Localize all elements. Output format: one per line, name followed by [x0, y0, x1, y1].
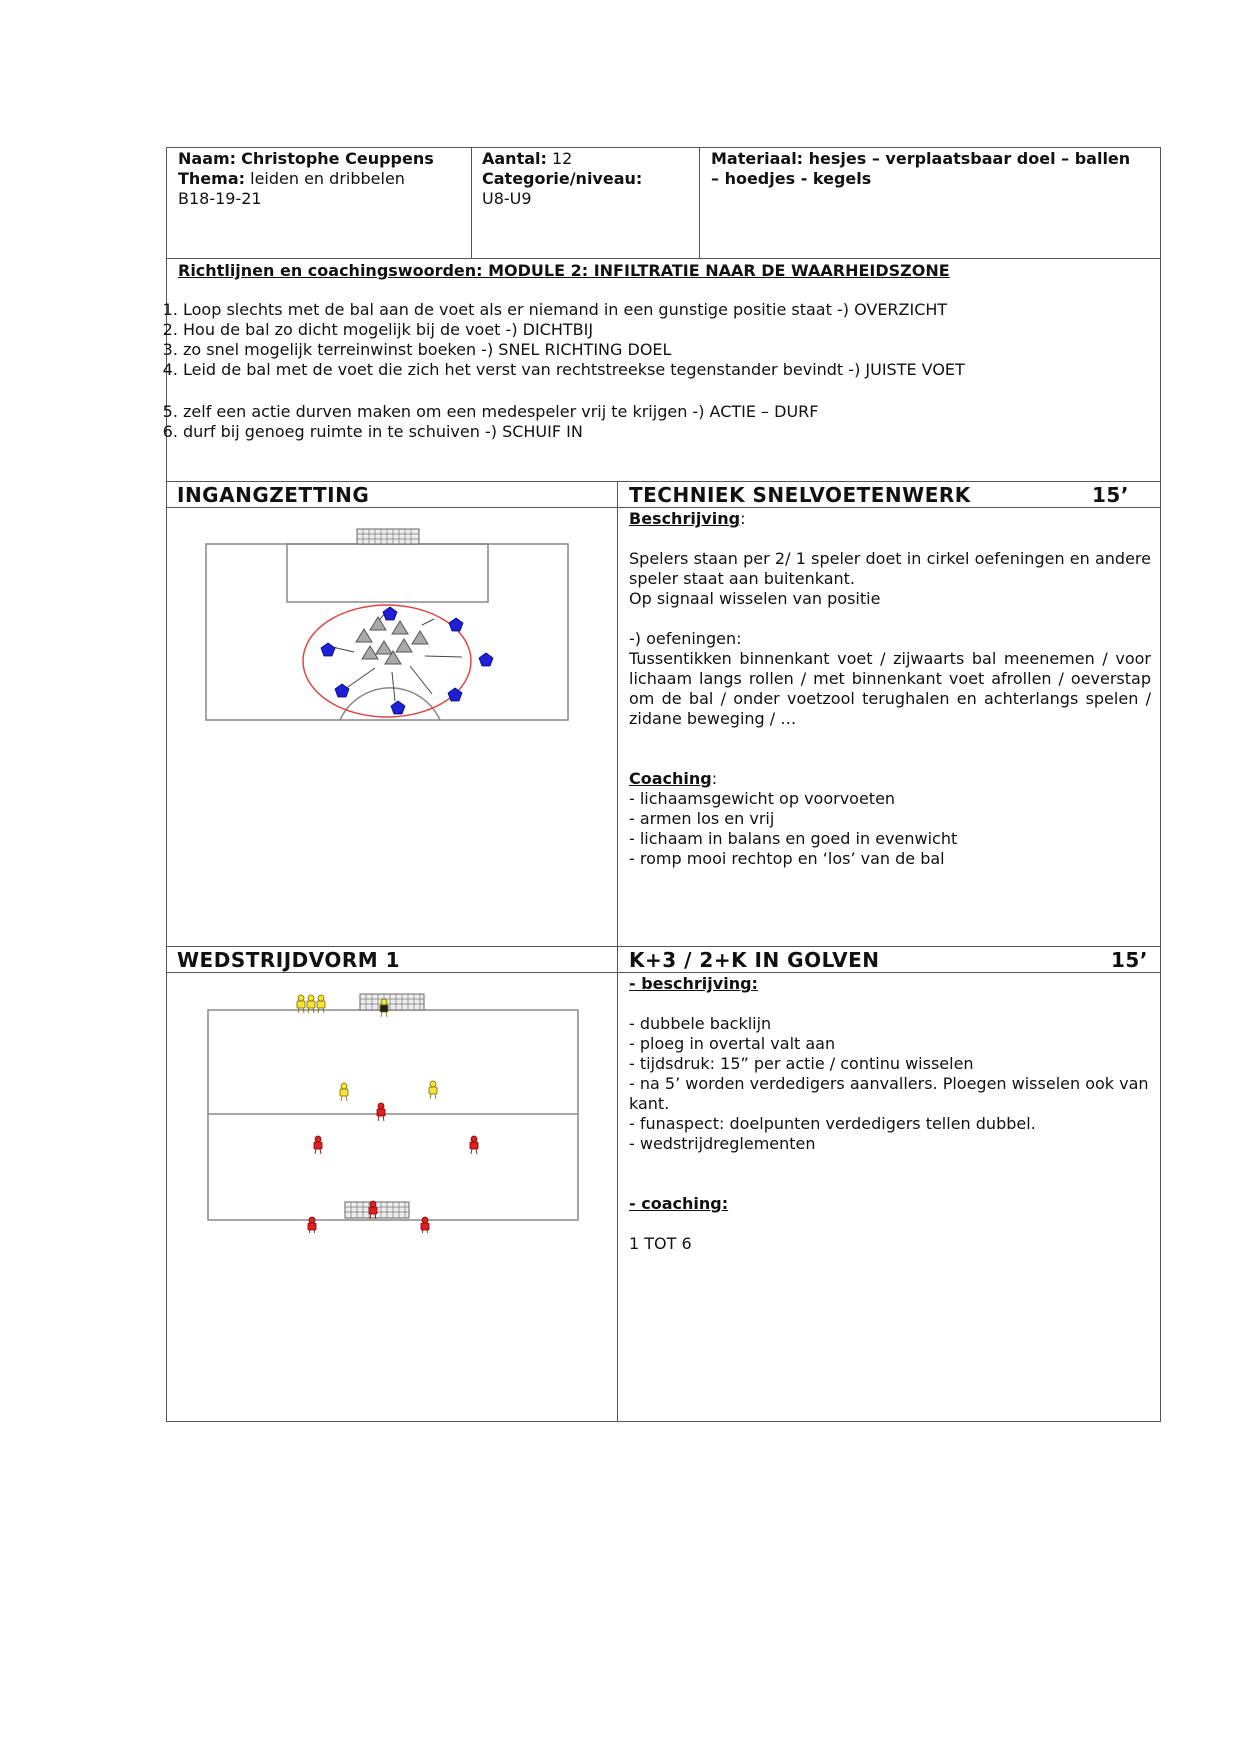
- blue-cones: [321, 607, 493, 714]
- aantal-label: Aantal:: [482, 149, 547, 168]
- materiaal-line1: Materiaal: hesjes – verplaatsbaar doel – ballen: [711, 149, 1131, 168]
- beschrijving-label: Beschrijving: [629, 509, 741, 528]
- coaching-2: - armen los en vrij: [629, 809, 775, 828]
- section2-right-title: K+3 / 2+K IN GOLVEN: [629, 948, 880, 972]
- item-3: - tijdsdruk: 15” per actie / continu wisselen: [629, 1054, 974, 1073]
- oefeningen-text: Tussentikken binnenkant voet / zijwaarts bal meenemen / voor lichaam langs rollen / met binnenkant voet afrollen / oeverstap om de bal / onder voetzool terughalen en achterlangs spelen / zidane beweging / …: [629, 649, 1151, 728]
- code-line: B18-19-21: [178, 189, 262, 208]
- naam-line: [178, 149, 434, 169]
- item-4: - na 5’ worden verdedigers aanvallers. Ploegen wisselen ook van kant.: [629, 1074, 1149, 1113]
- coaching-label: Coaching: [629, 769, 712, 788]
- rule-b-1: 5. zelf een actie durven maken om een medespeler vrij te krijgen -) ACTIE – DURF: [183, 402, 818, 422]
- section2-left-title: WEDSTRIJDVORM 1: [177, 948, 401, 972]
- thema-label: Thema:: [178, 169, 246, 188]
- description-2: Op signaal wisselen van positie: [629, 589, 881, 608]
- rule-2: 2. Hou de bal zo dicht mogelijk bij de voet -) DICHTBIJ: [183, 320, 965, 340]
- coaching-1: - lichaamsgewicht op voorvoeten: [629, 789, 896, 808]
- section1-description: Beschrijving: Spelers staan per 2/ 1 speler doet in cirkel oefeningen en andere speler staat aan buitenkant. Op signaal wisselen van positie -) oefeningen: Tussentikken binnenkant voet / zijwaarts bal meenemen / voor lichaam langs rollen / met binnenkant voet afrollen / oeverstap om de bal / onder voetzool terughalen en achterlangs spelen / zidane beweging / … Coaching: - lichaamsgewicht op voorvoeten - armen los en vrij - lichaam in balans en goed in evenwicht - romp mooi rechtop en ‘los’ van de bal: [629, 509, 1151, 868]
- top-goal: [360, 994, 424, 1010]
- ingangzetting-diagram: [200, 525, 580, 730]
- categorie-value: U8-U9: [482, 189, 532, 208]
- item-5: - funaspect: doelpunten verdedigers tellen dubbel.: [629, 1114, 1036, 1133]
- item-1: - dubbele backlijn: [629, 1014, 772, 1033]
- coaching2-value: 1 TOT 6: [629, 1234, 692, 1253]
- yellow-players: [297, 995, 437, 1101]
- rule-4: 4. Leid de bal met de voet die zich het verst van rechtstreekse tegenstander bevindt -) JUISTE VOET: [183, 360, 965, 380]
- rule-1: 1. Loop slechts met de bal aan de voet als er niemand in een gunstige positie staat -) OVERZICHT: [183, 300, 965, 320]
- richtlijnen-title: Richtlijnen en coachingswoorden: MODULE 2: INFILTRATIE NAAR DE WAARHEIDSZONE: [178, 261, 950, 280]
- rule-3: 3. zo snel mogelijk terreinwinst boeken -) SNEL RICHTING DOEL: [183, 340, 965, 360]
- description-1: Spelers staan per 2/ 1 speler doet in cirkel oefeningen en andere speler staat aan buitenkant.: [629, 549, 1151, 588]
- oefeningen-label: -) oefeningen:: [629, 629, 742, 648]
- categorie-label: Categorie/niveau:: [482, 169, 643, 188]
- materiaal-line2: – hoedjes - kegels: [711, 169, 872, 188]
- item-6: - wedstrijdreglementen: [629, 1134, 816, 1153]
- beschrijving2-label: - beschrijving:: [629, 974, 758, 993]
- coaching-3: - lichaam in balans en goed in evenwicht: [629, 829, 958, 848]
- section1-right-title: TECHNIEK SNELVOETENWERK: [629, 483, 971, 507]
- naam-value: Christophe Ceuppens: [241, 149, 434, 168]
- naam-label: Naam:: [178, 149, 237, 168]
- goal-net: [357, 529, 419, 544]
- richtlijnen-list-2: [155, 402, 818, 442]
- richtlijnen-list-1: [155, 300, 965, 380]
- section1-duration: 15’: [1092, 483, 1129, 507]
- rule-b-2: 6. durf bij genoeg ruimte in te schuiven -) SCHUIF IN: [183, 422, 818, 442]
- grey-cones: [356, 617, 428, 664]
- coaching-4: - romp mooi rechtop en ‘los’ van de bal: [629, 849, 945, 868]
- coaching2-label: - coaching:: [629, 1194, 729, 1213]
- item-2: - ploeg in overtal valt aan: [629, 1034, 836, 1053]
- thema-value: leiden en dribbelen: [250, 169, 405, 188]
- wedstrijdvorm-diagram: [200, 988, 590, 1233]
- section2-description: [629, 974, 1151, 1254]
- aantal-value: 12: [552, 149, 573, 168]
- section1-left-title: INGANGZETTING: [177, 483, 370, 507]
- aantal-line: [482, 149, 572, 169]
- thema-line: [178, 169, 405, 189]
- section2-duration: 15’: [1111, 948, 1148, 972]
